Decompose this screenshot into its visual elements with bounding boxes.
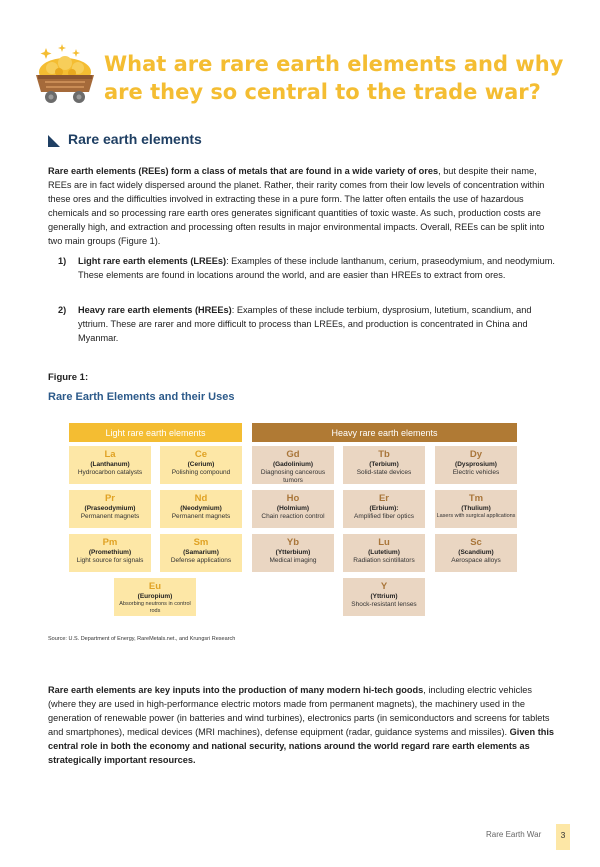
element-name: (Samarium) bbox=[183, 549, 219, 556]
element-symbol: Nd bbox=[194, 493, 208, 504]
element-use: Lasers with surgical applications bbox=[436, 513, 516, 519]
element-use: Chain reaction control bbox=[261, 513, 325, 520]
element-use: Diagnosing cancerous tumors bbox=[260, 469, 326, 484]
list-item-rest: : Examples of these include terbium, dysprosium, lutetium, scandium, and yttrium. These are rarer and more difficult to process than LREEs, and production is concentrated in China and Myanmar. bbox=[78, 305, 532, 343]
figure-label: Figure 1: bbox=[48, 372, 89, 383]
element-tile-gd bbox=[252, 446, 334, 484]
element-symbol: Gd bbox=[286, 449, 300, 460]
element-use: Medical imaging bbox=[269, 557, 317, 564]
element-tile-tm bbox=[435, 490, 517, 528]
element-tile-sc bbox=[435, 534, 517, 572]
list-item bbox=[58, 254, 558, 282]
element-use: Light source for signals bbox=[76, 557, 144, 564]
mine-cart-icon bbox=[32, 42, 98, 106]
list-number: 2) bbox=[58, 305, 67, 315]
element-name: (Terbium) bbox=[369, 461, 399, 468]
list-number: 1) bbox=[58, 256, 67, 266]
element-use: Radiation scintillators bbox=[353, 557, 415, 564]
element-tile-tb bbox=[343, 446, 425, 484]
list-item bbox=[58, 303, 558, 345]
element-name: (Ytterbium) bbox=[275, 549, 311, 556]
element-name: (Cerium) bbox=[187, 461, 215, 468]
element-name: (Lutetium) bbox=[368, 549, 400, 556]
element-name: (Praseodymium) bbox=[84, 505, 136, 512]
closing-bold-1: Rare earth elements are key inputs into the production of many modern hi-tech goods bbox=[48, 685, 424, 695]
element-use: Absorbing neutrons in control rods bbox=[119, 601, 191, 614]
element-use: Electric vehicles bbox=[452, 469, 500, 476]
element-symbol: Sm bbox=[193, 537, 209, 548]
element-tile-yb bbox=[252, 534, 334, 572]
element-symbol: Y bbox=[380, 581, 388, 592]
element-symbol: Pr bbox=[104, 493, 116, 504]
element-name: (Yttrium) bbox=[370, 593, 398, 600]
element-tile-dy bbox=[435, 446, 517, 484]
closing-bold-2: Given this central role in both the economy and national security, nations around the world regard rare earth elements as strategically important resources. bbox=[48, 727, 555, 765]
element-use: Hydrocarbon catalysts bbox=[77, 469, 143, 476]
element-symbol: Dy bbox=[469, 449, 483, 460]
element-symbol: Lu bbox=[378, 537, 390, 548]
element-tile-y bbox=[343, 578, 425, 616]
element-name: (Europium) bbox=[137, 593, 173, 600]
element-symbol: Ce bbox=[194, 449, 208, 460]
element-use: Permanent magnets bbox=[171, 513, 231, 520]
element-symbol: La bbox=[104, 449, 116, 460]
element-tile-pr bbox=[69, 490, 151, 528]
element-use: Solid-state devices bbox=[356, 469, 412, 476]
list-item-rest: : Examples of these include lanthanum, cerium, praseodymium, and neodymium. These elements are found in locations around the world, and are easier than HREEs to extract from ores. bbox=[78, 256, 555, 280]
closing-mid: , including electric vehicles (where they are used in high-performance electric motors made from permanent magnets), the machinery used in the generation of renewable power (in batteries and wind turbines), electronics parts (in semiconductors and screens for tablets and smartphones), medical devices (MRI machines), defense equipment (radar, guidance systems and missiles). bbox=[48, 685, 550, 737]
element-symbol: Sc bbox=[470, 537, 482, 548]
element-tile-la bbox=[69, 446, 151, 484]
element-tile-ce bbox=[160, 446, 242, 484]
element-name: (Lanthanum) bbox=[90, 461, 130, 468]
element-tile-pm bbox=[69, 534, 151, 572]
element-use: Permanent magnets bbox=[80, 513, 140, 520]
heavy-group-header: Heavy rare earth elements bbox=[252, 423, 517, 442]
list-item-bold: Heavy rare earth elements (HREEs) bbox=[78, 305, 232, 315]
intro-bold: Rare earth elements (REEs) form a class of metals that are found in a wide variety of ores bbox=[48, 166, 439, 176]
element-symbol: Tm bbox=[468, 493, 484, 504]
element-tile-er bbox=[343, 490, 425, 528]
element-use: Aerospace alloys bbox=[451, 557, 501, 564]
element-name: (Neodymium) bbox=[180, 505, 222, 512]
page-title: What are rare earth elements and why are they so central to the trade war? bbox=[104, 52, 564, 104]
section-title: Rare earth elements bbox=[68, 131, 202, 147]
element-name: (Dysprosium) bbox=[455, 461, 497, 468]
element-use: Shock-resistant lenses bbox=[351, 601, 417, 608]
element-tile-nd bbox=[160, 490, 242, 528]
element-use: Amplified fiber optics bbox=[354, 513, 414, 520]
list-item-bold: Light rare earth elements (LREEs) bbox=[78, 256, 227, 266]
element-symbol: Ho bbox=[286, 493, 300, 504]
element-name: (Thulium) bbox=[461, 505, 491, 512]
element-tile-eu bbox=[114, 578, 196, 616]
element-name: (Holmium) bbox=[276, 505, 310, 512]
element-name: (Scandium) bbox=[458, 549, 494, 556]
element-tile-ho bbox=[252, 490, 334, 528]
figure-source: Source: U.S. Department of Energy, RareMetals.net., and Krungsri Research bbox=[48, 636, 236, 642]
closing-paragraph bbox=[48, 683, 560, 767]
intro-rest: , but despite their name, REEs are in fact widely dispersed around the planet. Rather, their rarity comes from their low levels of concentration within these ores and the difficulties involved in extracting these in a pure form. The latter often entails the use of hazardous chemicals and so processing rare earth ores generates significant quantities of toxic waste. As such, production costs are generally high, and extraction and processing often results in major environmental impacts. Overall, REEs can be split into two main groups (Figure 1). bbox=[48, 166, 545, 246]
page-number: 3 bbox=[560, 830, 566, 840]
element-use: Polishing compound bbox=[171, 469, 231, 476]
figure-title: Rare Earth Elements and their Uses bbox=[48, 391, 235, 403]
element-tile-sm bbox=[160, 534, 242, 572]
intro-paragraph bbox=[48, 164, 558, 248]
light-group-header: Light rare earth elements bbox=[69, 423, 242, 442]
element-tile-lu bbox=[343, 534, 425, 572]
element-symbol: Eu bbox=[148, 581, 162, 592]
element-name: (Promethium) bbox=[88, 549, 132, 556]
element-name: (Erbium): bbox=[369, 505, 399, 512]
element-symbol: Tb bbox=[378, 449, 390, 460]
element-symbol: Er bbox=[378, 493, 390, 504]
section-marker-icon bbox=[48, 135, 60, 147]
element-symbol: Pm bbox=[102, 537, 118, 548]
footer-text: Rare Earth War bbox=[486, 830, 542, 839]
element-symbol: Yb bbox=[286, 537, 300, 548]
element-use: Defense applications bbox=[170, 557, 232, 564]
element-name: (Gadolinium) bbox=[272, 461, 314, 468]
